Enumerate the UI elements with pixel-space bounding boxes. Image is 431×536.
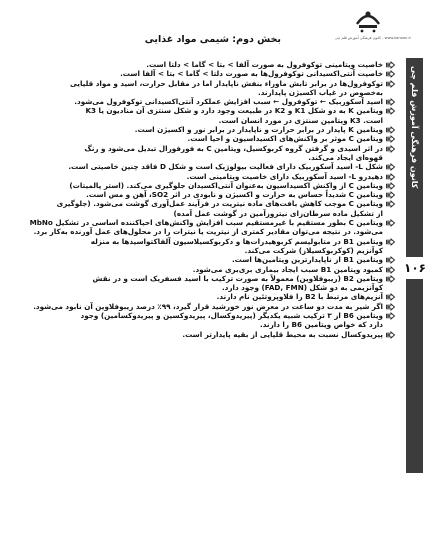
hand-pointing-icon <box>386 61 395 69</box>
list-item <box>39 125 395 134</box>
list-item-text: اسید آسکوربیک ← توکوفرول ← سبب افزایش عملکرد آنتی‌اکسیدانی توکوفرول می‌شود. <box>74 97 383 107</box>
hand-pointing-icon <box>386 126 395 134</box>
list-item-text: دهیدرو L- اسید آسکوربیک دارای خاصیت ویتامینی است. <box>186 171 383 181</box>
logo-emblem-icon <box>353 4 383 34</box>
list-item-text: شکل L- اسید آسکوربیک دارای فعالیت بیولوژیک است و شکل D فاقد چنین خاصیتی است. <box>68 162 383 172</box>
list-item-text: در اثر اسیدی و گرفتن گروه کربوکسیل، ویتامین C به فورفورال تبدیل می‌شود و رنگ <box>84 143 383 153</box>
list-item <box>39 162 395 171</box>
hand-pointing-icon <box>386 256 395 264</box>
list-item-text: توکوفرول‌ها در برابر تابش ماوراء بنفش ناپایدار اما در مقابل حرارت، اسید و مواد قلیایی <box>70 78 383 88</box>
list-item <box>29 218 395 237</box>
hand-pointing-icon <box>386 219 395 227</box>
list-item-text: پیریدوکسال نسبت به محیط قلیایی از بقیه پایدارتر است. <box>182 329 383 339</box>
list-item <box>39 106 395 125</box>
hand-pointing-icon <box>386 331 395 339</box>
list-item <box>39 311 395 330</box>
list-item <box>39 292 395 301</box>
hand-pointing-icon <box>386 275 395 283</box>
list-item-text: ویتامین C موجب کاهش بافت‌های ماده نیتریت در فرآیند عمل‌آوری گوشت می‌شود. (جلوگیری <box>56 199 383 209</box>
bullet-list <box>29 60 395 530</box>
list-item-text: ویتامین C از واکنش اکسیداسیون به‌عنوان آنتی‌اکسیدان جلوگیری می‌کند. (استر پالمیتات) <box>69 180 383 190</box>
list-item-text: است. K3 ویتامین سنتزی در مورد انسان است. <box>218 115 383 125</box>
list-item <box>39 255 395 264</box>
list-item-text: کوآنزیم (کوکربوکسیلاز) شرکت می‌کند. <box>244 245 383 255</box>
hand-pointing-icon <box>386 182 395 190</box>
hand-pointing-icon <box>386 70 395 78</box>
page-number: ۱۰۶ <box>402 257 428 279</box>
hand-pointing-icon <box>386 303 395 311</box>
hand-pointing-icon <box>386 266 395 274</box>
hand-pointing-icon <box>386 293 395 301</box>
list-item <box>39 237 395 256</box>
list-item-text: به‌خصوص در غیاب اکسیژن پایدارند. <box>257 87 383 97</box>
list-item <box>39 274 395 293</box>
hand-pointing-icon <box>386 312 395 320</box>
list-item <box>39 330 395 339</box>
hand-pointing-icon <box>386 98 395 106</box>
side-tab-label: کانون فرهنگی آموزش قلم چی <box>410 66 419 189</box>
kanoon-logo-icon <box>335 2 411 54</box>
hand-pointing-icon <box>386 107 395 115</box>
list-item <box>39 134 395 143</box>
list-item <box>39 199 395 218</box>
list-item-text: ویتامین K به دو شکل K1 و K2 در طبیعت وجود دارد و شکل سنتزی آن منادیون یا K3 <box>85 106 383 116</box>
list-item-text: دارد که خواص ویتامین B6 را دارند. <box>260 320 383 330</box>
list-item-text: ویتامین B6 از ۳ ترکیب شبیه یکدیگر (پیریدوکسال، پیریدوکسین و پیریدوکسامین) وجود <box>80 311 383 321</box>
list-item-text: کمبود ویتامین B1 سبب ایجاد بیماری بری‌بری می‌شود. <box>192 264 383 274</box>
list-item-text: اگر شیر به مدت دو ساعت در معرض نور خورشید قرار گیرد، ۹۹٪ درصد ریبوفلاوین آن نابود می‌شود. <box>33 301 383 311</box>
list-item-text: ویتامین B2 (ریبوفلاوین) معمولاً به صورت ترکیب با اسید فسفریک است و در نقش <box>92 273 383 283</box>
list-item <box>39 265 395 274</box>
list-item-text: ویتامین K پایدار در برابر حرارت و ناپایدار در برابر نور و اکسیژن است. <box>134 125 383 135</box>
list-item-text: قهوه‌ای ایجاد می‌کند. <box>308 152 383 162</box>
list-item-text: آنزیم‌های مرتبط با B2 را فلاوپروتئین نام دارند. <box>216 292 383 302</box>
hand-pointing-icon <box>386 191 395 199</box>
list-item-text: می‌شود. در نتیجه می‌توان مقادیر کمتری از نیتریت یا نیترات را در محلول‌های عمل آورنده به‌کار برد. <box>33 227 383 237</box>
list-item-text: ویتامین C شدیداً حساس به حرارت و اکسیژن و نابودی در اثر SO2، آهن و مس است. <box>86 190 383 200</box>
list-item-text: کوآنزیمی به دو شکل (FAD, FMN) وجود دارد. <box>221 283 383 293</box>
list-item-text: از تشکیل ماده سرطان‌زای نیتروزآمین در گوشت عمل آمده) <box>173 208 383 218</box>
list-item-text: ویتامین B1 از ناپایدارترین ویتامین‌ها است. <box>231 255 383 265</box>
hand-pointing-icon <box>386 163 395 171</box>
hand-pointing-icon <box>386 238 395 246</box>
section-title: بخش دوم: شیمی مواد غذایی <box>144 34 281 45</box>
list-item-text: ویتامین C بطور مستقیم با غیرمستقیم سبب افزایش واکنش‌های احیاکننده اساسی در تشکیل MbNo <box>29 218 383 228</box>
hand-pointing-icon <box>386 145 395 153</box>
list-item <box>39 181 395 190</box>
hand-pointing-icon <box>386 80 395 88</box>
list-item-text: خاصیت ویتامینی توکوفرول به صورت آلفا > بتا > گاما > دلتا است. <box>146 60 383 69</box>
list-item <box>39 144 395 163</box>
list-item <box>39 79 395 98</box>
list-item <box>39 69 395 78</box>
list-item-text: ویتامین C موثر بر واکنش‌های اکسیداسیون و احیا است. <box>187 134 383 144</box>
hand-pointing-icon <box>386 173 395 181</box>
list-item-text: ویتامین B1 در متابولیسم کربوهیدرات‌ها و دکربوکسیلاسیون آلفاکتواسیدها به منزله <box>90 236 383 246</box>
hand-pointing-icon <box>386 200 395 208</box>
list-item <box>33 301 395 311</box>
list-item <box>39 172 395 181</box>
hand-pointing-icon <box>386 135 395 143</box>
list-item-text: خاصیت آنتی‌اکسیدانی توکوفرول‌ها به صورت دلتا > گاما > بتا > آلفا است. <box>120 69 383 79</box>
logo-caption: کانون فرهنگی آموزش قلم چی - www.kanoon.ir <box>335 36 411 40</box>
list-item <box>39 60 395 69</box>
